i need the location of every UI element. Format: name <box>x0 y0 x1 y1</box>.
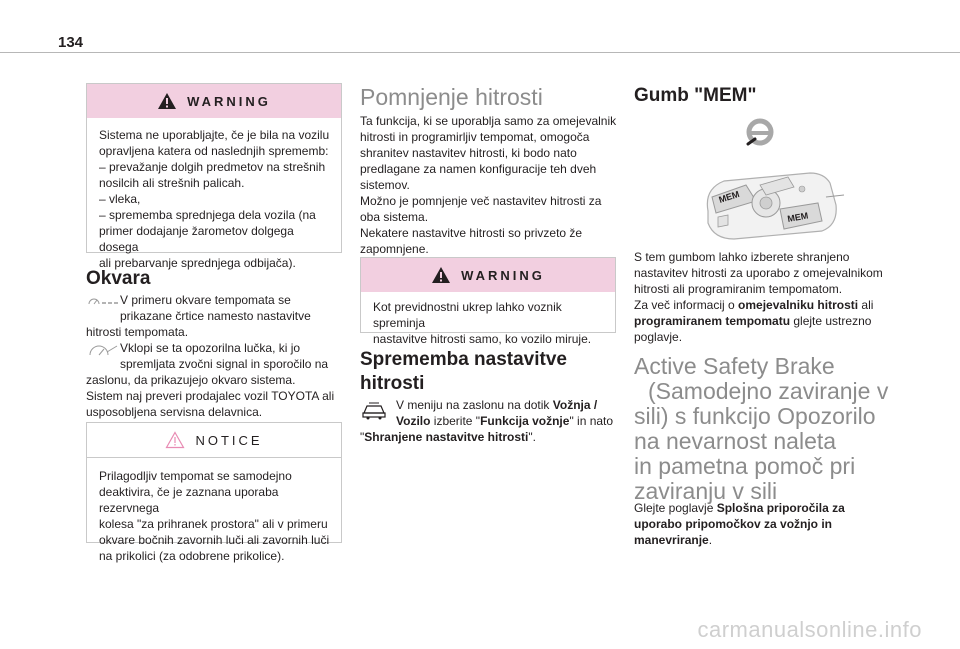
car-settings-icon <box>360 399 390 421</box>
warning-triangle-icon <box>157 92 177 110</box>
warning-line: nastavitve hitrosti samo, ko vozilo miruje. <box>373 332 592 346</box>
link-cruise-control: programiranem tempomatu <box>634 314 791 328</box>
warning-line: opravljena katera od naslednjih sprememb: <box>99 144 329 158</box>
desc-text: Za več informacij o <box>634 298 739 312</box>
mem-description <box>634 249 898 345</box>
desc-line: nastavitev hitrosti za uporabo z omejevalnikom <box>634 266 883 280</box>
intro-line: Ta funkcija, ki se uporablja samo za omejevalnik <box>360 114 617 128</box>
heading-sprememba-line2: hitrosti <box>360 373 425 394</box>
okvara-line: prikazane črtice namesto nastavitve <box>120 309 311 323</box>
notice-title: NOTICE <box>195 432 263 448</box>
warning-line: Sistema ne uporabljajte, če je bila na vozilu <box>99 128 330 142</box>
heading-mem-button: Gumb "MEM" <box>634 85 757 106</box>
okvara-line: zaslonu, da prikazujejo okvaro sistema. <box>86 373 296 387</box>
desc-line <box>634 313 898 329</box>
intro-line: shranitev nastavitev hitrosti, ki bodo nato <box>360 146 577 160</box>
watermark: carmanualsonline.info <box>697 617 922 642</box>
sprememba-text <box>360 397 622 445</box>
page-number: 134 <box>58 34 84 51</box>
notice-triangle-icon <box>165 431 185 449</box>
link-speed-limiter: omejevalniku hitrosti <box>738 298 859 312</box>
warning-body <box>361 292 615 355</box>
heading-sprememba <box>360 348 567 396</box>
header-rule <box>0 52 960 53</box>
warning-header <box>87 84 341 118</box>
notice-line: na prikolici (za odobrene prikolice). <box>99 549 285 563</box>
warning-title: WARNING <box>187 93 271 109</box>
asb-line: zaviranju v sili <box>634 478 778 504</box>
intro-line: Možno je pomnjenje več nastavitev hitrosti za <box>360 194 602 208</box>
change-text: " <box>360 430 365 444</box>
warning-line: ali prebarvanje sprednjega odbijača). <box>99 256 296 270</box>
okvara-line: spremljata zvočni signal in sporočilo na <box>120 357 329 371</box>
menu-path-vehicle: Vozilo <box>396 414 431 428</box>
desc-line <box>634 297 898 313</box>
okvara-line: V primeru okvare tempomata se <box>120 293 291 307</box>
pomnjenje-intro <box>360 113 620 257</box>
notice-line: deaktivira, če je zaznana uporaba rezervnega <box>99 485 279 515</box>
ref-line <box>634 532 898 548</box>
intro-line: predlagane za namen konfiguracije teh dveh <box>360 162 597 176</box>
okvara-line: usposobljena servisna delavnica. <box>86 405 263 419</box>
asb-reference <box>634 500 898 548</box>
ref-chapter-title: uporabo pripomočkov za vožnjo in <box>634 517 833 531</box>
warning-box-speed <box>360 257 616 346</box>
warning-line: – prevažanje dolgih predmetov na strešnih <box>99 160 326 174</box>
menu-saved-speeds: Shranjene nastavitve hitrosti <box>364 430 529 444</box>
change-line <box>360 413 622 429</box>
desc-line: hitrosti ali programiranim tempomatom. <box>634 282 843 296</box>
menu-path-drive: Vožnja / <box>552 398 598 412</box>
asb-line: na nevarnost naleta <box>634 428 837 454</box>
warning-line: primer dodajanje žarometov dolgega dosega <box>99 224 294 254</box>
intro-line: hitrosti in programirljiv tempomat, omogoča <box>360 130 590 144</box>
intro-line: Nekatere nastavitve hitrosti so privzeto že <box>360 226 583 240</box>
ref-text: Glejte poglavje <box>634 501 717 515</box>
warning-triangle-icon <box>431 266 451 284</box>
warning-line: – vleka, <box>99 192 141 206</box>
warning-header <box>361 258 615 292</box>
change-line <box>360 429 622 445</box>
warning-box-tow <box>86 83 342 270</box>
menu-driving-function: Funkcija vožnje <box>480 414 570 428</box>
heading-okvara: Okvara <box>86 268 151 289</box>
change-text: ". <box>528 430 536 444</box>
asb-line: (Samodejno zaviranje v <box>648 378 889 404</box>
asb-line: Active Safety Brake <box>634 353 835 379</box>
notice-box <box>86 422 342 563</box>
intro-line: oba sistema. <box>360 210 429 224</box>
desc-line: S tem gumbom lahko izberete shranjeno <box>634 250 850 264</box>
warning-line: Kot previdnostni ukrep lahko voznik spreminja <box>373 300 562 330</box>
ref-chapter-title: manevriranje <box>634 533 709 547</box>
cruise-control-stalk-illustration <box>698 167 850 245</box>
okvara-section <box>86 292 346 420</box>
change-text: " in nato <box>569 414 614 428</box>
warning-line: nosilcih ali strešnih palicah. <box>99 176 245 190</box>
intro-line: sistemov. <box>360 178 410 192</box>
change-text: izberite " <box>430 414 481 428</box>
okvara-line: hitrosti tempomata. <box>86 325 189 339</box>
desc-line: poglavje. <box>634 330 683 344</box>
warning-body <box>87 118 341 279</box>
okvara-line: Vklopi se ta opozorilna lučka, ki jo <box>120 341 301 355</box>
speed-dashes-icon <box>87 295 119 307</box>
warning-line: – sprememba sprednjega dela vozila (na <box>99 208 316 222</box>
notice-header <box>87 423 341 458</box>
cruise-warning-light-icon <box>87 342 119 358</box>
stalk-mem-label-bottom: MEM <box>786 210 810 224</box>
notice-line: Prilagodljiv tempomat se samodejno <box>99 469 292 483</box>
ref-text: . <box>708 533 713 547</box>
heading-pomnjenje: Pomnjenje hitrosti <box>360 84 543 110</box>
desc-text: glejte ustrezno <box>790 314 872 328</box>
steering-wheel-icon <box>742 118 778 150</box>
heading-sprememba-line1: Sprememba nastavitve <box>360 349 567 370</box>
intro-line: zapomnjene. <box>360 242 429 256</box>
notice-line: kolesa "za prihranek prostora" ali v primeru <box>99 517 328 531</box>
ref-chapter-title: Splošna priporočila za <box>716 501 845 515</box>
ref-line <box>634 516 898 532</box>
stalk-mem-label-top: MEM <box>717 188 741 205</box>
desc-text: ali <box>858 298 874 312</box>
change-line <box>360 397 622 413</box>
okvara-line: Sistem naj preveri prodajalec vozil TOYOTA ali <box>86 389 335 403</box>
notice-line: okvare bočnih zavornih luči ali zavornih luči <box>99 533 330 547</box>
change-text: V meniju na zaslonu na dotik <box>396 398 553 412</box>
asb-line: sili) s funkcijo Opozorilo <box>634 403 876 429</box>
ref-line <box>634 500 898 516</box>
notice-body <box>87 458 341 572</box>
heading-active-safety-brake <box>634 354 934 504</box>
asb-line: in pametna pomoč pri <box>634 453 856 479</box>
warning-title: WARNING <box>461 267 545 283</box>
